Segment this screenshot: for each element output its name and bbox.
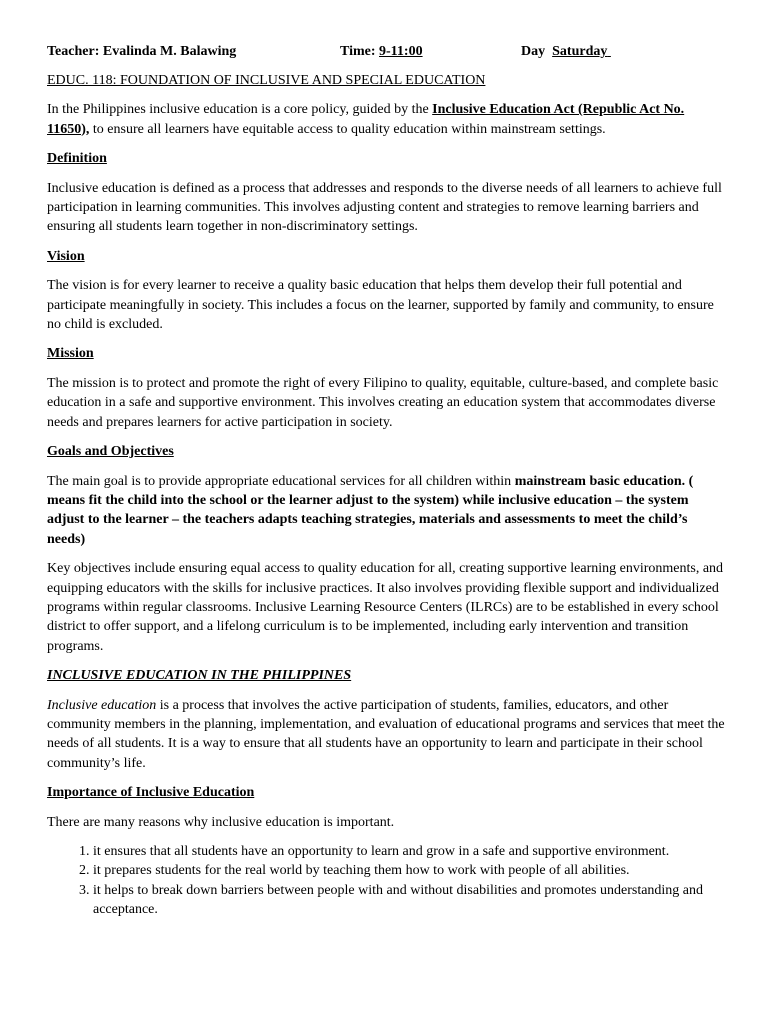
course-title-text: EDUC. 118: FOUNDATION OF INCLUSIVE AND SPECIAL EDUCATION (47, 73, 486, 88)
goals-paragraph (47, 472, 727, 550)
definition-text: Inclusive education is defined as a process that addresses and responds to the diverse needs of all learners to achieve full participation in learning communities. This involves adjusting content and strategies to remove learning barriers and ensuring all students learn together in non-discriminatory settings. (47, 180, 722, 235)
intro-after: to ensure all learners have equitable access to quality education within mainstream settings. (89, 121, 606, 137)
definition-heading: Definition (47, 151, 107, 167)
ie-ph-term: Inclusive education (47, 697, 157, 713)
vision-text: The vision is for every learner to receive a quality basic education that helps them develop their full potential and participate meaningfully in society. This includes a focus on the learner, supported by family and community, to ensure no child is excluded. (47, 278, 714, 333)
day-field (521, 42, 611, 61)
list-item: 1. it ensures that all students have an opportunity to learn and grow in a safe and supportive environment. (93, 842, 727, 861)
course-title (47, 71, 727, 90)
day-label: Day (521, 44, 546, 60)
importance-list (47, 842, 727, 920)
mission-text: The mission is to protect and promote the right of every Filipino to quality, equitable, culture-based, and complete basic education in a safe and supportive environment. This involves creating an education system that accommodates diverse needs and prepares learners for active participation in society. (47, 375, 719, 430)
intro-act: Inclusive Education Act (Republic Act No. 11650), (47, 102, 685, 137)
teacher-field (47, 42, 340, 61)
goals-text-bold: mainstream basic education. ( means fit the child into the school or the learner adjust to the system) while inclusive education – the system adjust to the learner – the teachers adapts teaching strategies, materials and assessments to meet the child’s needs) (47, 473, 694, 547)
list-item: 2. it prepares students for the real world by teaching them how to work with people of all abilities. (93, 861, 727, 880)
ie-ph-text: is a process that involves the active participation of students, families, educators, and other community members in the planning, implementation, and evaluation of educational programs and services that meet the needs of all students. It is a way to ensure that all students have an opportunity to learn and participate in their school community’s life. (47, 697, 725, 771)
intro-paragraph (47, 100, 727, 139)
goals-text-before: The main goal is to provide appropriate educational services for all children within (47, 473, 515, 489)
vision-heading: Vision (47, 248, 85, 264)
objectives-text: Key objectives include ensuring equal access to quality education for all, creating supportive learning environments, and equipping educators with the skills for inclusive practices. It also involves providing flexible support and individualized programs within regular classrooms. Inclusive Learning Resource Centers (ILRCs) are to be established in every school district to offer support, and a lifelong curriculum is to be implemented, including early intervention and transition programs. (47, 561, 724, 654)
mission-heading: Mission (47, 346, 94, 362)
list-item: 3. it helps to break down barriers between people with and without disabilities and promotes understanding and acceptance. (93, 881, 727, 920)
time-label: Time: (340, 44, 376, 60)
day-value: Saturday (552, 44, 608, 60)
ie-ph-heading: INCLUSIVE EDUCATION IN THE PHILIPPINES (47, 668, 352, 684)
importance-heading: Importance of Inclusive Education (47, 785, 255, 801)
intro-before: In the Philippines inclusive education is a core policy, guided by the (47, 102, 433, 118)
teacher-label: Teacher: (47, 44, 100, 60)
time-field (340, 42, 521, 61)
goals-heading: Goals and Objectives (47, 444, 174, 460)
ie-ph-paragraph (47, 696, 727, 774)
header-line (47, 42, 727, 62)
teacher-name: Evalinda M. Balawing (102, 44, 237, 60)
document-page (47, 42, 727, 920)
time-value: 9-11:00 (379, 44, 423, 60)
importance-intro: There are many reasons why inclusive education is important. (47, 814, 395, 830)
